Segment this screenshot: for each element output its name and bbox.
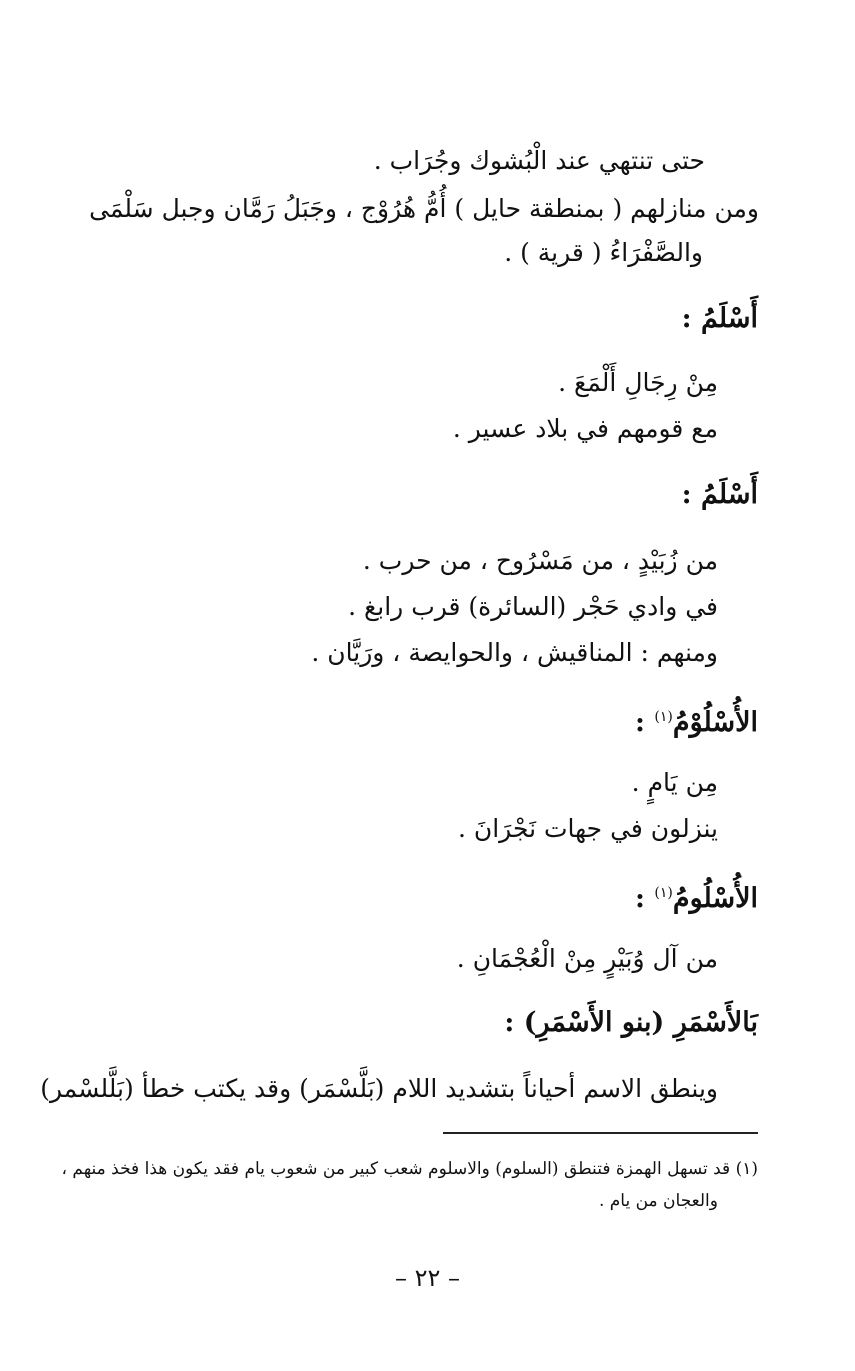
footnote-line: (١) قد تسهل الهمزة فتنطق (السلوم) والاسلوم شعب كبير من شعوب يام فقد يكون هذا فخذ منهم ، <box>61 1159 758 1179</box>
heading-word: الأُسْلُومُ <box>672 883 758 914</box>
entry-heading: بَالأَسْمَرِ (بنو الأَسْمَرِ) : <box>504 1007 758 1038</box>
heading-colon: : <box>635 883 645 914</box>
text-line: من آل وُبَيْرٍ مِنْ الْعُجْمَانِ . <box>456 944 718 973</box>
footnote-marker: (١) <box>654 885 673 901</box>
text-line: ينزلون في جهات نَجْرَانَ . <box>457 814 718 843</box>
text-line: والصَّفْرَاءُ ( قرية ) . <box>504 238 703 267</box>
entry-heading <box>635 700 758 740</box>
text-line: وينطق الاسم أحياناً بتشديد اللام (بَلَّسْمَر) وقد يكتب خطأ (بَلَّلسْمر) <box>40 1074 718 1103</box>
text-line: حتى تنتهي عند الْبُشوك وجُرَاب . <box>373 146 705 175</box>
text-line: مِنْ رِجَالِ أَلْمَعَ . <box>558 368 718 397</box>
footnote-line: والعجان من يام . <box>598 1191 718 1211</box>
entry-heading: أَسْلَمُ : <box>681 303 758 334</box>
entry-heading <box>635 876 758 916</box>
heading-word: الأُسْلُوْمُ <box>672 707 758 738</box>
heading-colon: : <box>635 707 645 738</box>
text-line: مِن يَامٍ . <box>631 768 718 797</box>
text-line: ومنهم : المناقيش ، والحوايصة ، ورَيَّان . <box>311 638 718 667</box>
text-line: ومن منازلهم ( بمنطقة حايل ) أُمُّ هُرُوْج ، وجَبَلُ رَمَّان وجبل سَلْمَى <box>89 194 759 223</box>
footnote-separator <box>443 1132 758 1134</box>
text-line: في وادي حَجْر (السائرة) قرب رابغ . <box>348 592 718 621</box>
entry-heading: أَسْلَمُ : <box>681 479 758 510</box>
text-line: مع قومهم في بلاد عسير . <box>452 414 718 443</box>
page-number: – ٢٢ – <box>394 1264 461 1292</box>
footnote-marker: (١) <box>654 709 673 725</box>
text-line: من زُبَيْدٍ ، من مَسْرُوح ، من حرب . <box>362 546 718 575</box>
